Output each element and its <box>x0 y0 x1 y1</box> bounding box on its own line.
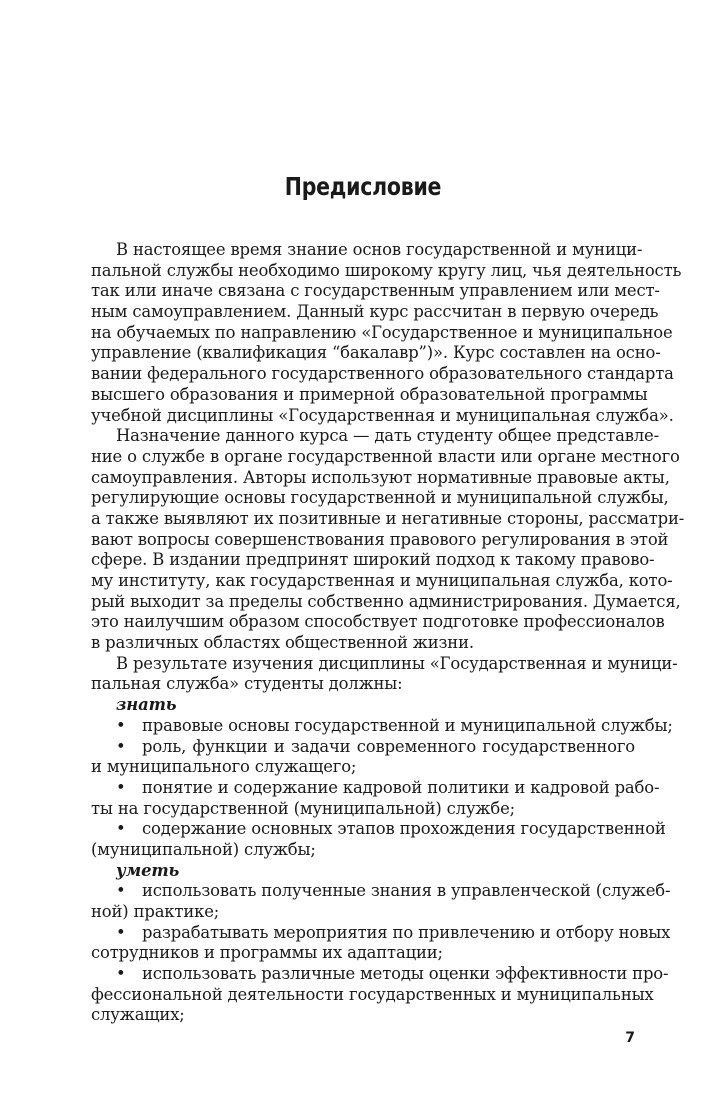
text-line: • понятие и содержание кадровой политики и кадровой рабо- <box>91 778 635 799</box>
text-line: • содержание основных этапов прохождения государственной <box>91 819 635 840</box>
text-line: пальная служба» студенты должны: <box>91 674 403 694</box>
paragraph <box>91 653 678 695</box>
text-line: Назначение данного курса — дать студенту общее представле- <box>116 426 659 446</box>
section-know <box>91 695 673 861</box>
list-item <box>91 737 635 778</box>
text-line: • правовые основы государственной и муниципальной службы; <box>91 716 635 737</box>
text-line: служащих; <box>91 1005 185 1025</box>
list-item <box>91 964 669 1026</box>
list-item <box>91 922 671 964</box>
list-item <box>91 881 671 922</box>
page-number: 7 <box>625 1030 635 1046</box>
text-line: самоуправления. Авторы используют нормативные правовые акты, <box>91 467 670 487</box>
text-line: сотрудников и программы их адаптации; <box>91 943 443 963</box>
text-line: это наилучшим образом способствует подготовке профессионалов <box>91 612 665 632</box>
text-line: ным самоуправлением. Данный курс рассчитан в первую очередь <box>91 302 659 322</box>
text-line: рый выходит за пределы собственно администрирования. Думается, <box>91 591 681 611</box>
text-line: на обучаемых по направлению «Государственное и муниципальное <box>91 322 673 342</box>
text-line: учебной дисциплины «Государственная и муниципальная служба». <box>91 405 674 425</box>
text-line: в различных областях общественной жизни. <box>91 633 474 653</box>
text-line: В настоящее время знание основ государственной и муници- <box>116 240 643 259</box>
text-line: регулирующие основы государственной и муниципальной службы, <box>91 488 669 508</box>
text-line: В результате изучения дисциплины «Государственная и муници- <box>116 653 678 673</box>
text-line: управление (квалификация “бакалавр”)». Курс составлен на осно- <box>91 343 661 363</box>
text-line: высшего образования и примерной образовательной программы <box>91 384 648 404</box>
text-line: ты на государственной (муниципальной) службе; <box>91 798 516 818</box>
text-line: пальной службы необходимо широкому кругу лиц, чья деятельность <box>91 260 682 280</box>
text-line: ние о службе в органе государственной власти или органе местного <box>91 446 680 466</box>
text-line: • использовать различные методы оценки эффективности про- <box>91 964 635 985</box>
section-skills <box>91 860 671 1027</box>
paragraph <box>91 426 685 654</box>
list-item <box>91 715 673 737</box>
text-line: • роль, функции и задачи современного государственного <box>91 737 635 758</box>
text-line: • разрабатывать мероприятия по привлечению и отбору новых <box>91 923 635 944</box>
page-title: Предисловие <box>284 172 442 201</box>
text-line: (муниципальной) службы; <box>91 839 316 859</box>
text-line: и муниципального служащего; <box>91 757 357 777</box>
text-line: сфере. В издании предпринят широкий подход к такому правово- <box>91 550 655 570</box>
list-item <box>91 777 660 819</box>
text-line: так или иначе связана с государственным управлением или мест- <box>91 281 660 301</box>
body-text <box>91 240 685 1026</box>
text-line: а также выявляют их позитивные и негативные стороны, рассматри- <box>91 508 685 528</box>
list-item <box>91 819 666 860</box>
text-line: вании федерального государственного образовательного стандарта <box>91 364 674 384</box>
section-heading: знать <box>116 695 177 715</box>
text-line: • использовать полученные знания в управленческой (служеб- <box>91 881 635 902</box>
text-line: ной) практике; <box>91 902 220 921</box>
text-line: му институту, как государственная и муниципальная служба, кото- <box>91 571 673 590</box>
section-heading: уметь <box>116 860 180 880</box>
paragraph <box>91 240 682 426</box>
text-line: фессиональной деятельности государственных и муниципальных <box>91 984 654 1004</box>
text-line: вают вопросы совершенствования правового регулирования в этой <box>91 529 669 549</box>
